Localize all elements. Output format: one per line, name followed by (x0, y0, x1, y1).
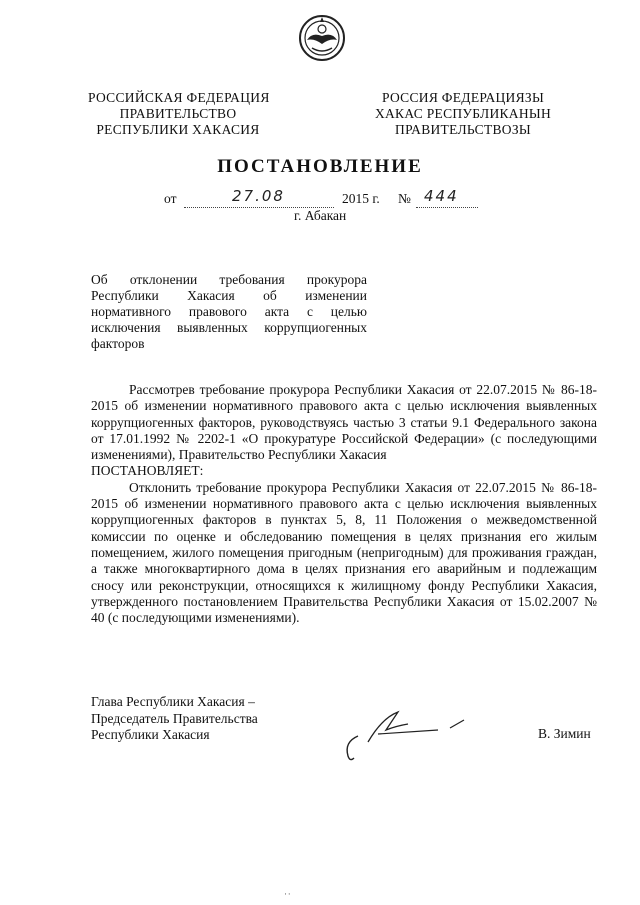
header-left-line: РОССИЙСКАЯ ФЕДЕРАЦИЯ (88, 90, 270, 105)
signer-title (91, 694, 258, 744)
header-left-line: ПРАВИТЕЛЬСТВО (119, 106, 237, 121)
date-handwritten: 27.08 (232, 187, 285, 205)
body-text (91, 382, 597, 626)
subject-text: Об отклонении требования прокурора Республики Хакасия об изменении нормативного правового акта с целью исключения выявленных коррупциогенных факторов (91, 272, 367, 351)
subject-block (91, 272, 367, 352)
handwritten-signature (338, 708, 478, 766)
signer-title-line: Глава Республики Хакасия – (91, 694, 255, 709)
signer-title-line: Республики Хакасия (91, 727, 210, 742)
document-type: ПОСТАНОВЛЕНИЕ (217, 156, 423, 177)
signer-name: В. Зимин (538, 726, 591, 741)
header-right (368, 90, 558, 138)
header-right-line: РОССИЯ ФЕДЕРАЦИЯЗЫ (381, 90, 545, 105)
date-year: 2015 г. (342, 191, 380, 206)
scan-mark: · · (284, 889, 291, 899)
city: г. Абакан (294, 208, 347, 223)
number-sign: № (398, 191, 411, 206)
header-left-line: РЕСПУБЛИКИ ХАКАСИЯ (96, 122, 260, 137)
date-prefix: от (164, 191, 177, 206)
header-left (88, 90, 268, 138)
coat-of-arms-icon (298, 14, 346, 62)
body-paragraph: Рассмотрев требование прокурора Республики Хакасия от 22.07.2015 № 86-18-2015 об изменении нормативного правового акта с целью исключения выявленных коррупциогенных факторов, руководствуясь частью 3 статьи 9.1 Федерального закона от 17.01.1992 № 2202-1 «О прокуратуре Российской Федерации» (с последующими изменениями), Правительство Республики Хакасия (91, 382, 597, 463)
resolves-keyword: ПОСТАНОВЛЯЕТ: (91, 463, 204, 479)
number-handwritten: 444 (424, 187, 459, 205)
body-paragraph: Отклонить требование прокурора Республики Хакасия от 22.07.2015 № 86-18-2015 об изменении нормативного правового акта с целью исключения выявленных коррупциогенных факторов в пунктах 5, 8, 11 Положения о межведомственной комиссии по оценке и обследованию помещения в целях признания его жилым помещением, жилого помещения пригодным (непригодным) для проживания граждан, а также многоквартирного дома в целях признания его аварийным и подлежащим сносу или реконструкции, относящихся к жилищному фонду Республики Хакасия, утвержденного постановлением Правительства Республики Хакасия от 15.02.2007 № 40 (с последующими изменениями). (91, 479, 597, 626)
header-right-line: ПРАВИТЕЛЬСТВОЗЫ (395, 122, 531, 137)
header-right-line: ХАКАС РЕСПУБЛИКАНЫН (374, 106, 552, 121)
signer-title-line: Председатель Правительства (91, 710, 258, 726)
